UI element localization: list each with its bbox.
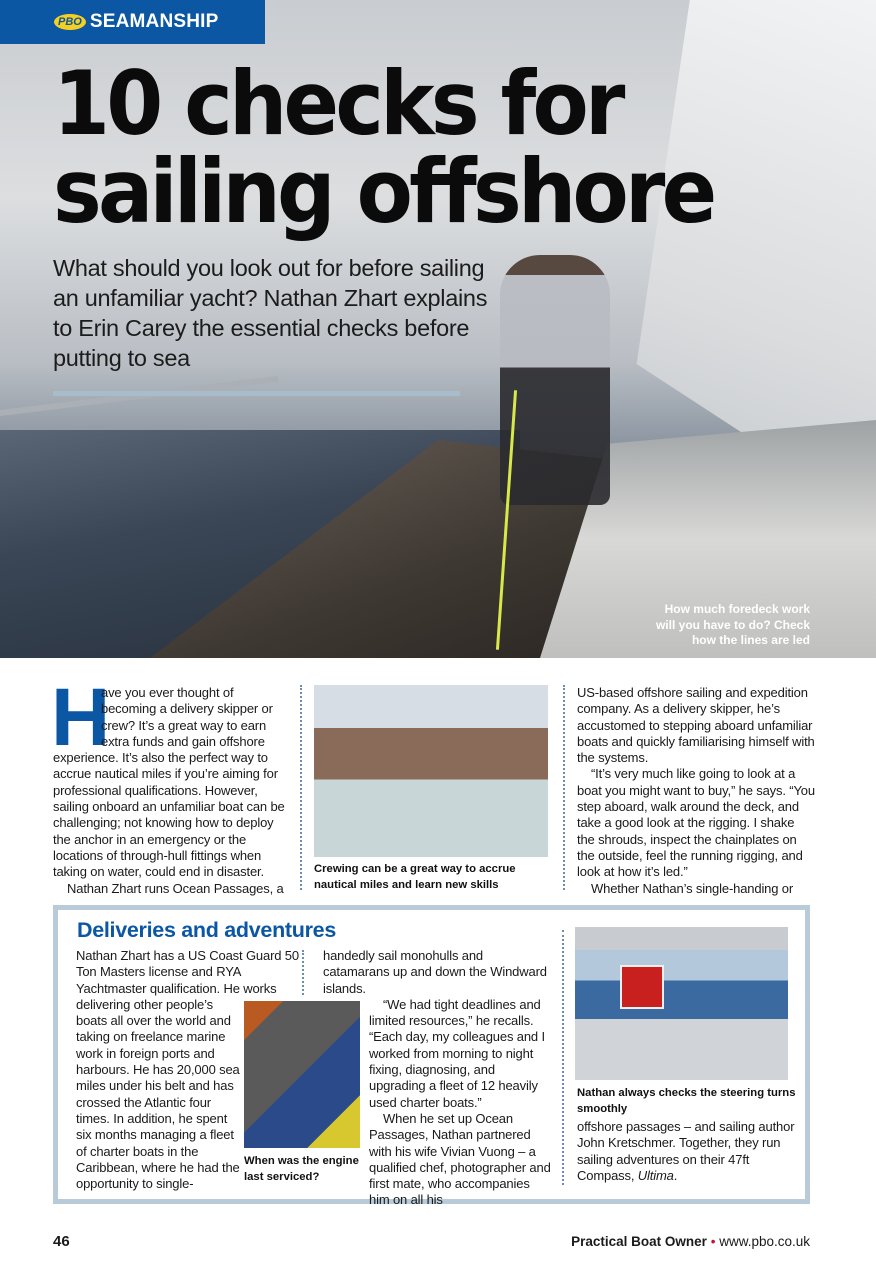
boxout-column-2 xyxy=(323,948,551,1209)
paragraph: Whether Nathan’s single-handing or xyxy=(591,880,794,896)
sailor xyxy=(500,255,610,505)
section-tag xyxy=(0,0,265,44)
paragraph: When he set up Ocean Passages, Nathan partnered with his wife Vivian Vuong – a qualified chef, photographer and first mate, who accompanies him on all his xyxy=(369,1110,551,1208)
wrap-spacer xyxy=(323,997,369,1197)
paragraph xyxy=(577,1119,807,1184)
footer xyxy=(571,1234,810,1249)
publication-name: Practical Boat Owner xyxy=(571,1234,707,1249)
paragraph: US-based offshore sailing and expedition company. As a delivery skipper, he’s accustomed to stepping aboard unfamiliar boats and quickly familiarising himself with the systems. xyxy=(577,685,815,766)
drop-cap: H xyxy=(51,672,111,763)
column-1 xyxy=(51,672,291,897)
text: delivering other people’s boats all over the world and taking on freelance marine work in foreign ports and harbours. He has 20,000 sea miles under his belt and has crossed the Atlantic four times. In addition, he spent six months managing a fleet of charter boats in the Caribbean, where he had the opportunity to single- xyxy=(76,996,240,1192)
column-divider xyxy=(300,685,302,890)
text: Nathan Zhart has a US Coast Guard 50 Ton Masters license and RYA Yachtmaster qualification. He works xyxy=(76,948,299,996)
boxout-heading: Deliveries and adventures xyxy=(77,918,336,942)
photo-caption: Nathan always checks the steering turns smoothly xyxy=(577,1087,796,1115)
standfirst: What should you look out for before sailing an unfamiliar yacht? Nathan Zhart explains to Erin Carey the essential checks before putting to sea xyxy=(53,255,488,371)
text: resources,” he recalls. “Each day, my colleagues and I worked from morning to night fixing, diagnosing, and upgrading a fleet of 12 heavily used charter boats.” xyxy=(369,1013,545,1110)
divider xyxy=(53,391,460,396)
crew-chart-photo xyxy=(314,685,548,857)
text: “We had tight deadlines and limited xyxy=(369,996,541,1029)
hero-caption: How much foredeck work will you have to do? Check how the lines are led xyxy=(655,602,810,647)
website-link[interactable]: www.pbo.co.uk xyxy=(719,1234,810,1249)
headline-line: 10 checks for xyxy=(53,52,622,155)
paragraph: ave you ever thought of becoming a delivery skipper or crew? It’s a great way to earn extra funds and gain offshore experience. It’s also the perfect way to accrue nautical miles if you’re aiming for professional qualifications. However, sailing onboard an unfamiliar boat can be challenging; not knowing how to deploy the anchor in an emergency or the locations of through-hull fittings when taking on water, could end in disaster. xyxy=(53,685,285,880)
paragraph: handedly sail monohulls and catamarans up and down the Windward islands. xyxy=(323,948,547,996)
column-divider xyxy=(562,930,564,1185)
column-divider xyxy=(302,950,304,995)
photo-caption: Crewing can be a great way to accrue nautical miles and learn new skills xyxy=(314,863,516,891)
boat-name: Ultima xyxy=(637,1167,674,1183)
paragraph: “It’s very much like going to look at a boat you might want to buy,” he says. “You step aboard, walk around the deck, and take a good look at the rigging. I shake the shrouds, inspect the chainplates on the outside, feel the running rigging, and look at how it’s led.” xyxy=(577,766,815,880)
section-label: SEAMANSHIP xyxy=(89,11,219,32)
red-ensign xyxy=(620,965,664,1009)
bullet: • xyxy=(710,1234,716,1249)
steering-photo xyxy=(575,927,788,1080)
photo-caption: When was the engine last serviced? xyxy=(244,1155,359,1183)
column-3 xyxy=(577,685,815,897)
headline xyxy=(53,52,714,243)
pbo-logo: PBO xyxy=(54,14,86,30)
headline-line: sailing offshore xyxy=(53,140,714,243)
page-number: 46 xyxy=(53,1233,70,1250)
column-divider xyxy=(563,685,565,890)
text: offshore passages – and sailing author John Kretschmer. Together, they run sailing adventures on their 47ft Compass, xyxy=(577,1119,795,1183)
text: . xyxy=(673,1167,678,1183)
paragraph: Nathan Zhart runs Ocean Passages, a xyxy=(67,880,284,896)
